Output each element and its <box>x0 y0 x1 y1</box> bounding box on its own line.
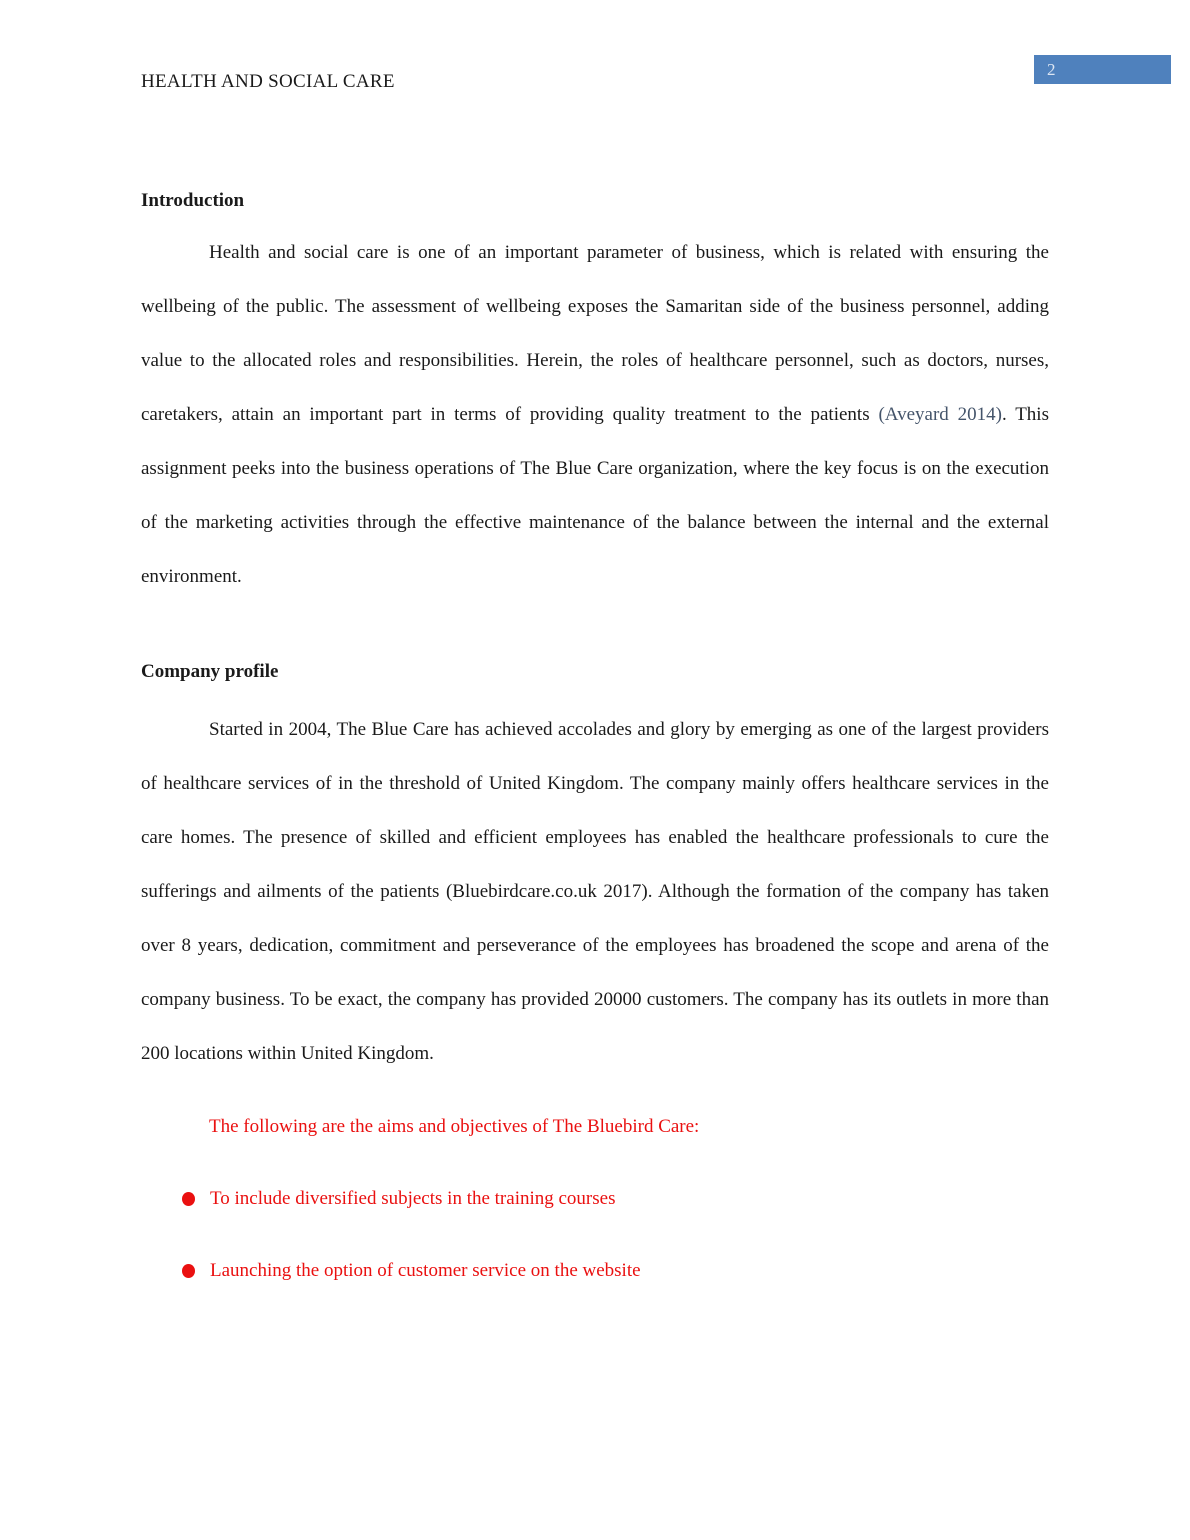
introduction-paragraph <box>141 226 1049 604</box>
introduction-text-after-citation: . This assignment peeks into the business operations of The Blue Care organization, where the key focus is on the execution of the marketing activities through the effective maintenance of the balance between the internal and the external environment. <box>141 404 1049 587</box>
document-body <box>141 0 1049 1298</box>
page-number-badge <box>1034 55 1171 84</box>
aim-text-1: To include diversified subjects in the training courses <box>210 1188 616 1209</box>
aims-intro-line: The following are the aims and objectives of The Bluebird Care: <box>209 1116 700 1137</box>
running-head: HEALTH AND SOCIAL CARE <box>141 71 395 92</box>
list-item-aim-2 <box>141 1244 1049 1298</box>
aim-text-2: Launching the option of customer service on the website <box>210 1260 641 1281</box>
page-number: 2 <box>1047 60 1056 79</box>
bullet-icon <box>182 1264 195 1278</box>
list-item-aim-1 <box>141 1172 1049 1226</box>
company-profile-paragraph: Started in 2004, The Blue Care has achieved accolades and glory by emerging as one of the largest providers of healthcare services of in the threshold of United Kingdom. The company mainly offers healthcare services in the care homes. The presence of skilled and efficient employees has enabled the healthcare professionals to cure the sufferings and ailments of the patients (Bluebirdcare.co.uk 2017). Although the formation of the company has taken over 8 years, dedication, commitment and perseverance of the employees has broadened the scope and arena of the company business. To be exact, the company has provided 20000 customers. The company has its outlets in more than 200 locations within United Kingdom. <box>141 719 1049 1064</box>
bullet-icon <box>182 1192 195 1206</box>
introduction-text-before-citation: Health and social care is one of an important parameter of business, which is related with ensuring the wellbeing of the public. The assessment of wellbeing exposes the Samaritan side of the business personnel, adding value to the allocated roles and responsibilities. Herein, the roles of healthcare personnel, such as doctors, nurses, caretakers, attain an important part in terms of providing quality treatment to the patients <box>141 242 1049 425</box>
citation-aveyard: (Aveyard 2014) <box>878 404 1002 425</box>
section-heading-introduction: Introduction <box>141 190 245 211</box>
section-heading-company-profile: Company profile <box>141 661 279 682</box>
